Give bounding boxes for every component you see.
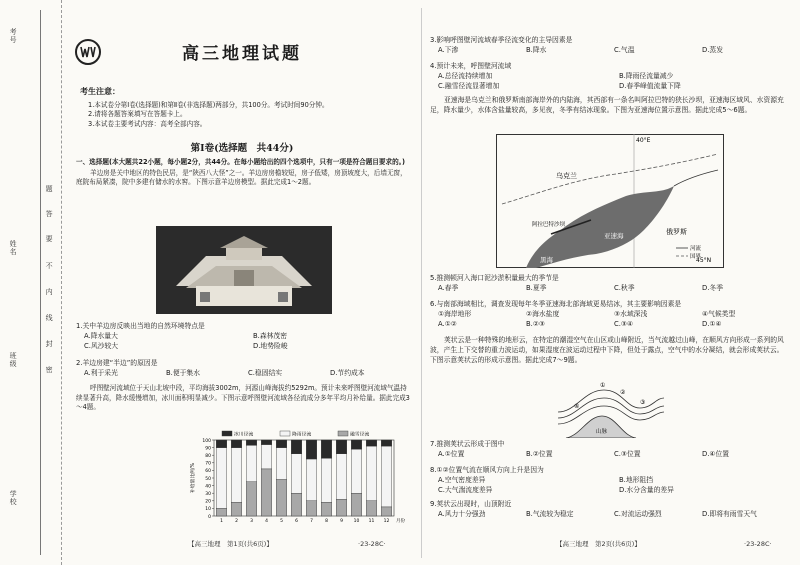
bar-rain bbox=[351, 449, 362, 493]
page-title: 高三地理试题 bbox=[182, 44, 302, 64]
map-label-russia: 俄罗斯 bbox=[666, 228, 687, 236]
bar-snowmelt bbox=[336, 499, 347, 516]
bar-snowmelt bbox=[216, 508, 227, 516]
option-c: C.气温 bbox=[614, 45, 635, 54]
cloud-label-3: ③ bbox=[640, 399, 646, 406]
bar-rain bbox=[261, 445, 272, 469]
x-tick-label: 12 bbox=[383, 519, 390, 524]
y-tick-label: 0 bbox=[208, 514, 211, 520]
sub-item: ④气候类型 bbox=[702, 309, 736, 318]
map-label-azov: 亚速海 bbox=[604, 232, 624, 240]
option-c: C.③位置 bbox=[614, 449, 641, 458]
y-tick-label: 30 bbox=[205, 492, 211, 497]
question-9 bbox=[430, 500, 790, 520]
footer-right: 【高三地理 第2页(共6页)】 bbox=[556, 540, 641, 548]
bar-snowmelt bbox=[306, 501, 317, 516]
y-tick-label: 40 bbox=[205, 484, 211, 490]
bar-rain bbox=[246, 445, 257, 481]
bar-rain bbox=[381, 446, 392, 507]
page-divider bbox=[421, 8, 422, 558]
left-page bbox=[66, 0, 418, 565]
option-c: C.融雪径流显著增加 bbox=[438, 81, 500, 90]
question-stem: 6.与南部海域相比，调查发现每年冬季亚速海北部海域更易结冰，其主要影响因素是 bbox=[430, 300, 682, 308]
bar-snowmelt bbox=[276, 480, 287, 516]
bar-rain bbox=[321, 458, 332, 502]
material-1: 羊边房是关中地区的特色民居，是“陕西八大怪”之一。羊边房房檐较短，房子低矮，房顶坡度大，后墙无窗，庭院布局紧凑，院中多建有储水的水窖。下图示意羊边房模型。据此完成1～2题。 bbox=[76, 168, 407, 187]
question-stem: 3.影响呼图壁河流域春季径流变化的主导因素是 bbox=[430, 36, 573, 44]
sub-item: ①海岸地形 bbox=[438, 309, 472, 318]
bar-glacier bbox=[246, 440, 257, 445]
bar-glacier bbox=[321, 440, 332, 458]
option-d: D.即将有雨雪天气 bbox=[702, 509, 757, 518]
bar-snowmelt bbox=[291, 493, 302, 516]
bar-snowmelt bbox=[366, 501, 377, 516]
footer-right-code: ·23-28C· bbox=[744, 540, 772, 548]
map-label-arabat: 阿拉巴特沙坝 bbox=[532, 222, 566, 228]
footer-left: 【高三地理 第1页(共6页)】 bbox=[188, 540, 273, 548]
y-tick-label: 60 bbox=[205, 469, 211, 475]
x-tick-label: 1 bbox=[220, 519, 223, 524]
option-d: D.蒸发 bbox=[702, 45, 723, 54]
option-b: B.②位置 bbox=[526, 449, 553, 458]
bar-glacier bbox=[216, 440, 227, 448]
bar-rain bbox=[291, 454, 302, 494]
option-d: D.①④ bbox=[702, 319, 722, 328]
seal-word: 要 bbox=[45, 235, 54, 243]
option-c: C.③④ bbox=[614, 319, 634, 328]
bar-rain bbox=[276, 448, 287, 480]
legend-swatch bbox=[280, 431, 290, 436]
option-a: A.总径流持续增加 bbox=[438, 71, 493, 80]
option-a: A.春季 bbox=[438, 283, 459, 292]
seal-word: 题 bbox=[45, 185, 54, 193]
bar-rain bbox=[231, 448, 242, 503]
option-c: C.风沙较大 bbox=[84, 341, 119, 350]
school-label: 学校 bbox=[9, 490, 18, 506]
seal-word: 线 bbox=[45, 314, 54, 322]
map-label-black-sea: 黑海 bbox=[540, 256, 553, 264]
bar-glacier bbox=[231, 440, 242, 448]
section-title: 第Ⅰ卷(选择题 共44分) bbox=[190, 143, 294, 154]
question-5 bbox=[430, 274, 790, 294]
x-tick-label: 5 bbox=[280, 519, 283, 524]
right-page bbox=[426, 0, 794, 565]
question-8 bbox=[430, 466, 790, 496]
y-tick-label: 50 bbox=[205, 476, 211, 482]
option-c: C.对流运动强烈 bbox=[614, 509, 662, 518]
section-intro bbox=[76, 158, 412, 189]
map-label-lat-top: 40°E bbox=[636, 137, 651, 144]
legend-swatch bbox=[338, 431, 348, 436]
question-stem: 5.推测顿河入海口泥沙淤积量最大的季节是 bbox=[430, 274, 559, 282]
option-a: A.下渗 bbox=[438, 45, 459, 54]
y-tick-label: 80 bbox=[205, 454, 211, 459]
legend-label: 降雨径流 bbox=[292, 432, 312, 438]
bar-glacier bbox=[381, 440, 392, 446]
option-d: D.水分含量的差异 bbox=[619, 485, 674, 494]
option-a: A.①② bbox=[438, 319, 457, 328]
bar-rain bbox=[216, 448, 227, 509]
question-stem: 8.①②位置气流在顺风方向上升是因为 bbox=[430, 466, 544, 474]
sub-item: ②海水盐度 bbox=[526, 309, 560, 318]
footer-left-code: ·23-28C· bbox=[358, 540, 386, 548]
notice-item: 1.本试卷分第Ⅰ卷(选择题)和第Ⅱ卷(非选择题)两部分，共100分。考试时间90分钟。 bbox=[88, 100, 329, 109]
option-b: B.降水 bbox=[526, 45, 547, 54]
bar-rain bbox=[306, 459, 317, 501]
x-tick-label: 11 bbox=[368, 519, 375, 524]
azov-sea-map bbox=[496, 134, 724, 268]
question-7 bbox=[430, 440, 790, 460]
x-tick-label: 7 bbox=[310, 519, 313, 524]
notice-item: 2.请将各题答案填写在答题卡上。 bbox=[88, 110, 187, 119]
cloud-label-4: ④ bbox=[574, 403, 580, 410]
x-tick-label: 6 bbox=[295, 519, 298, 524]
exam-no-label: 考号 bbox=[9, 28, 18, 44]
y-tick-label: 10 bbox=[205, 507, 211, 513]
seal-word: 密 bbox=[45, 366, 54, 374]
bar-glacier bbox=[351, 440, 362, 449]
cloud-label-mountain: 山脉 bbox=[596, 429, 608, 435]
bar-rain bbox=[336, 454, 347, 500]
x-tick-label: 10 bbox=[353, 519, 360, 524]
binding-margin bbox=[0, 0, 62, 565]
bar-glacier bbox=[366, 440, 377, 446]
class-label: 班级 bbox=[9, 352, 18, 368]
option-b: B.降雨径流量减少 bbox=[619, 71, 674, 80]
option-c: C.稳固结实 bbox=[248, 368, 283, 377]
map-legend-river: 河流 bbox=[690, 246, 702, 252]
option-a: A.降水量大 bbox=[84, 331, 118, 340]
runoff-chart bbox=[186, 428, 408, 528]
legend-swatch bbox=[222, 431, 232, 436]
question-6 bbox=[430, 300, 790, 330]
map-label-lat-bottom: 45°N bbox=[696, 257, 712, 264]
option-b: B.便于集水 bbox=[166, 368, 201, 377]
bar-snowmelt bbox=[381, 507, 392, 516]
bar-snowmelt bbox=[351, 493, 362, 516]
option-d: D.节约成本 bbox=[330, 368, 365, 377]
question-stem: 4.预计未来，呼图壁河流域 bbox=[430, 62, 512, 70]
option-b: B.②③ bbox=[526, 319, 546, 328]
bar-rain bbox=[366, 446, 377, 501]
y-tick-label: 70 bbox=[205, 461, 211, 467]
x-tick-label: 4 bbox=[265, 519, 268, 524]
cloud-label-1: ① bbox=[600, 382, 606, 389]
seal-word: 内 bbox=[45, 288, 54, 296]
bar-snowmelt bbox=[321, 502, 332, 516]
map-label-ukraine: 乌克兰 bbox=[556, 172, 577, 180]
option-d: D.地势险峻 bbox=[253, 341, 288, 350]
lenticular-cloud-diagram bbox=[556, 378, 666, 438]
x-tick-label: 9 bbox=[340, 519, 343, 524]
seal-word: 答 bbox=[45, 210, 54, 218]
option-b: B.地形阻挡 bbox=[619, 475, 654, 484]
seal-word: 封 bbox=[45, 340, 54, 348]
option-a: A.①位置 bbox=[438, 449, 465, 458]
legend-label: 冰川径流 bbox=[234, 432, 254, 438]
material-3: 亚速海是乌克兰和俄罗斯南部海岸外的内陆海，其西部有一条名叫阿拉巴特的狭长沙坝，亚速海区域风、水资源充足，降水量少，水体含盐量较高，多见夜，冬季有结冰现象。下图为亚速海位置示意图。据此完成5～6题。 bbox=[430, 96, 784, 114]
bar-snowmelt bbox=[246, 482, 257, 516]
question-stem: 7.推测荚状云形成于图中 bbox=[430, 440, 505, 448]
section-instructions: 一、选择题(本大题共22小题，每小题2分，共44分。在每小题给出的四个选项中，只有一项是符合题目要求的。) bbox=[76, 158, 405, 166]
question-stem: 9.荚状云出现时，山顶附近 bbox=[430, 500, 512, 508]
option-b: B.森林茂密 bbox=[253, 331, 288, 340]
name-label: 姓名 bbox=[9, 240, 18, 256]
x-tick-label: 2 bbox=[235, 519, 238, 524]
question-stem: 2.羊边房建“半边”的原因是 bbox=[76, 359, 158, 367]
material-4: 荚状云是一种特殊的地形云，在特定的潮湿空气在山区或山峰附近，当气流越过山峰，在顺风方向形成一系列的风波，产生上下交替的重力波运动，如果湿度在波运动过程中下降，但处于露点，空气中的水分凝结，就会形成荚状云。下图示意荚状云的形成示意图。据此完成7～9题。 bbox=[430, 336, 784, 364]
map-legend-border: 国界 bbox=[690, 254, 702, 260]
question-2 bbox=[76, 359, 412, 379]
option-b: B.气流较为稳定 bbox=[526, 509, 574, 518]
bar-glacier bbox=[336, 440, 347, 454]
notice-heading: 考生注意： bbox=[80, 87, 120, 96]
x-tick-label: 8 bbox=[325, 519, 328, 524]
x-tick-label: 3 bbox=[250, 519, 253, 524]
house-model-photo bbox=[156, 226, 332, 314]
legend-label: 融雪径流 bbox=[350, 432, 370, 438]
x-axis-label: 月份 bbox=[396, 519, 405, 524]
option-c: C.大气湍流度差异 bbox=[438, 485, 493, 494]
bar-snowmelt bbox=[231, 502, 242, 516]
question-3 bbox=[430, 36, 790, 56]
question-4 bbox=[430, 62, 790, 92]
y-tick-label: 20 bbox=[205, 499, 211, 505]
option-a: A.风力十分强劲 bbox=[438, 509, 486, 518]
bar-glacier bbox=[291, 440, 302, 454]
bar-glacier bbox=[261, 440, 272, 445]
cloud-label-2: ② bbox=[620, 389, 626, 396]
question-1 bbox=[76, 322, 412, 352]
bar-glacier bbox=[306, 440, 317, 459]
notice-item: 3.本试卷主要考试内容：高考全部内容。 bbox=[88, 119, 207, 128]
seal-word: 不 bbox=[45, 262, 54, 270]
notice-box bbox=[80, 86, 410, 129]
option-d: D.④位置 bbox=[702, 449, 730, 458]
bar-snowmelt bbox=[261, 469, 272, 516]
y-tick-label: 100 bbox=[202, 438, 211, 444]
material-2: 呼图壁河流域位于天山北坡中段，平均海拔3002m，河源山峰海拔约5292m。预计未来呼图壁河流域气温持续显著升高，降水缓慢增加，冰川面积明显减少。下图示意呼图壁河流域各径流成分多年平均月补给量。据此完成3～4题。 bbox=[76, 384, 410, 412]
option-a: A.空气密度差异 bbox=[438, 475, 486, 484]
option-c: C.秋季 bbox=[614, 283, 635, 292]
sub-item: ③水域深浅 bbox=[614, 309, 648, 318]
option-d: D.春季峰值流量下降 bbox=[619, 81, 681, 90]
option-a: A.利于采光 bbox=[84, 368, 118, 377]
binding-line bbox=[40, 10, 41, 555]
y-axis-label: 补给量比例/% bbox=[191, 462, 196, 494]
question-stem: 1.关中羊边房反映出当地的自然环境特点是 bbox=[76, 322, 205, 330]
y-tick-label: 90 bbox=[205, 446, 211, 452]
bar-glacier bbox=[276, 440, 287, 448]
option-b: B.夏季 bbox=[526, 283, 547, 292]
option-d: D.冬季 bbox=[702, 283, 723, 292]
